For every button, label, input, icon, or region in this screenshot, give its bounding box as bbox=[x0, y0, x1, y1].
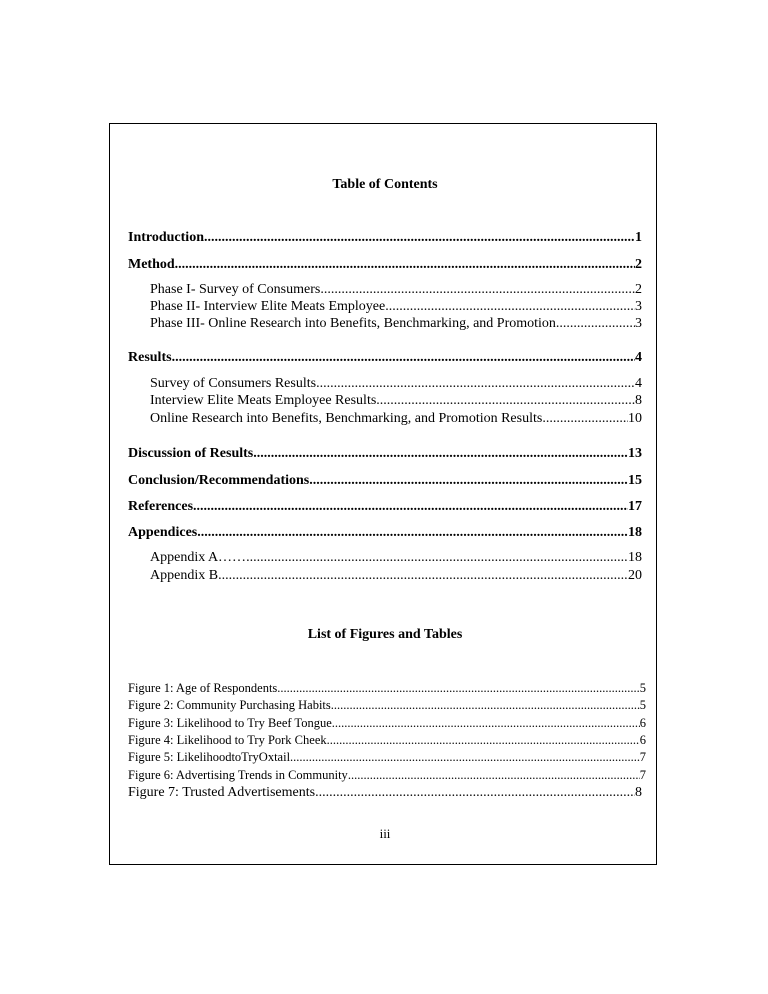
figure-leader bbox=[315, 784, 635, 801]
figure-entry bbox=[128, 680, 646, 697]
figure-entry bbox=[128, 715, 646, 732]
toc-entry-page: 4 bbox=[635, 376, 642, 391]
toc-entry-label: Conclusion/Recommendations bbox=[128, 473, 310, 488]
figure-entry bbox=[128, 697, 646, 714]
figure-entry-page: 8 bbox=[635, 785, 642, 800]
toc-entry-page: 13 bbox=[628, 446, 642, 461]
toc-entry-label: References bbox=[128, 499, 194, 514]
figure-leader bbox=[277, 680, 639, 697]
toc-leader bbox=[246, 549, 628, 566]
figure-entry bbox=[128, 784, 642, 801]
figure-entry bbox=[128, 749, 646, 766]
figure-leader bbox=[327, 732, 640, 749]
figure-entry-label: Figure 2: Community Purchasing Habits bbox=[128, 698, 331, 712]
toc-leader bbox=[320, 281, 635, 298]
toc-subentry bbox=[150, 375, 642, 392]
toc-leader bbox=[542, 410, 628, 427]
toc-leader bbox=[376, 392, 635, 409]
toc-entry-page: 2 bbox=[635, 257, 642, 272]
figure-entry bbox=[128, 767, 646, 784]
toc-entry-page: 8 bbox=[635, 393, 642, 408]
toc-entry-page: 15 bbox=[628, 473, 642, 488]
toc-leader bbox=[172, 349, 635, 366]
figure-entry-page: 7 bbox=[639, 750, 646, 764]
toc-entry-label: Phase I- Survey of Consumers bbox=[150, 282, 321, 297]
figure-leader bbox=[348, 767, 640, 784]
toc-entry-label: Phase III- Online Research into Benefits, Benchmarking, and Promotion bbox=[150, 316, 556, 331]
toc-entry bbox=[128, 445, 642, 462]
figure-entry-label: Figure 1: Age of Respondents bbox=[128, 681, 278, 695]
toc-entry-page: 18 bbox=[628, 550, 642, 565]
toc-leader bbox=[218, 567, 628, 584]
figure-entry-label: Figure 3: Likelihood to Try Beef Tongue bbox=[128, 716, 332, 730]
figures-title: List of Figures and Tables bbox=[307, 627, 463, 642]
toc-entry-page: 20 bbox=[628, 568, 642, 583]
figure-entry-page: 5 bbox=[639, 681, 646, 695]
toc-entry-label: Appendix B bbox=[150, 568, 219, 583]
toc-subentry bbox=[150, 392, 642, 409]
figure-entry-label: Figure 4: Likelihood to Try Pork Cheek bbox=[128, 733, 327, 747]
toc-entry-label: Survey of Consumers Results bbox=[150, 376, 317, 391]
toc-subentry bbox=[150, 281, 642, 298]
toc-leader bbox=[385, 298, 635, 315]
figure-entry-label: Figure 7: Trusted Advertisements bbox=[128, 785, 316, 800]
toc-leader bbox=[175, 256, 635, 273]
toc-entry-label: Online Research into Benefits, Benchmarking, and Promotion Results bbox=[150, 411, 543, 426]
figure-entry-label: Figure 5: LikelihoodtoTryOxtail bbox=[128, 750, 291, 764]
toc-entry-label: Discussion of Results bbox=[128, 446, 254, 461]
toc-leader bbox=[253, 445, 628, 462]
toc-entry-label: Method bbox=[128, 257, 175, 272]
toc-entry-label: Results bbox=[128, 350, 172, 365]
toc-entry-page: 17 bbox=[628, 499, 642, 514]
toc-leader bbox=[204, 229, 635, 246]
toc-leader bbox=[556, 315, 635, 332]
toc-entry-page: 1 bbox=[635, 230, 642, 245]
toc-entry bbox=[128, 256, 642, 273]
toc-subentry bbox=[150, 567, 642, 584]
figure-entry-page: 7 bbox=[639, 768, 646, 782]
figure-entry bbox=[128, 732, 646, 749]
toc-subentry bbox=[150, 315, 642, 332]
toc-entry-page: 10 bbox=[628, 411, 642, 426]
toc-entry-label: Introduction bbox=[128, 230, 204, 245]
figure-leader bbox=[332, 715, 640, 732]
figure-entry-page: 6 bbox=[639, 716, 646, 730]
toc-entry-label: Interview Elite Meats Employee Results bbox=[150, 393, 377, 408]
toc-entry-page: 18 bbox=[628, 525, 642, 540]
toc-entry-page: 2 bbox=[635, 282, 642, 297]
figure-entry-page: 5 bbox=[639, 698, 646, 712]
page-number: iii bbox=[379, 826, 391, 841]
toc-leader bbox=[309, 472, 628, 489]
toc-entry-label: Phase II- Interview Elite Meats Employee bbox=[150, 299, 386, 314]
toc-title: Table of Contents bbox=[332, 177, 438, 192]
toc-entry bbox=[128, 524, 642, 541]
toc-entry bbox=[128, 472, 642, 489]
figure-entry-page: 6 bbox=[639, 733, 646, 747]
toc-leader bbox=[316, 375, 635, 392]
toc-entry-label: Appendix A…… bbox=[150, 550, 247, 565]
toc-entry bbox=[128, 229, 642, 246]
toc-entry-label: Appendices bbox=[128, 525, 198, 540]
toc-subentry bbox=[150, 410, 642, 427]
figure-leader bbox=[290, 749, 640, 766]
toc-leader bbox=[197, 524, 628, 541]
figure-entry-label: Figure 6: Advertising Trends in Community bbox=[128, 768, 348, 782]
toc-entry-page: 3 bbox=[635, 299, 642, 314]
figure-leader bbox=[331, 697, 640, 714]
toc-subentry bbox=[150, 549, 642, 566]
toc-leader bbox=[193, 498, 628, 515]
toc-entry bbox=[128, 498, 642, 515]
toc-subentry bbox=[150, 298, 642, 315]
toc-entry bbox=[128, 349, 642, 366]
toc-entry-page: 4 bbox=[635, 350, 642, 365]
toc-entry-page: 3 bbox=[635, 316, 642, 331]
